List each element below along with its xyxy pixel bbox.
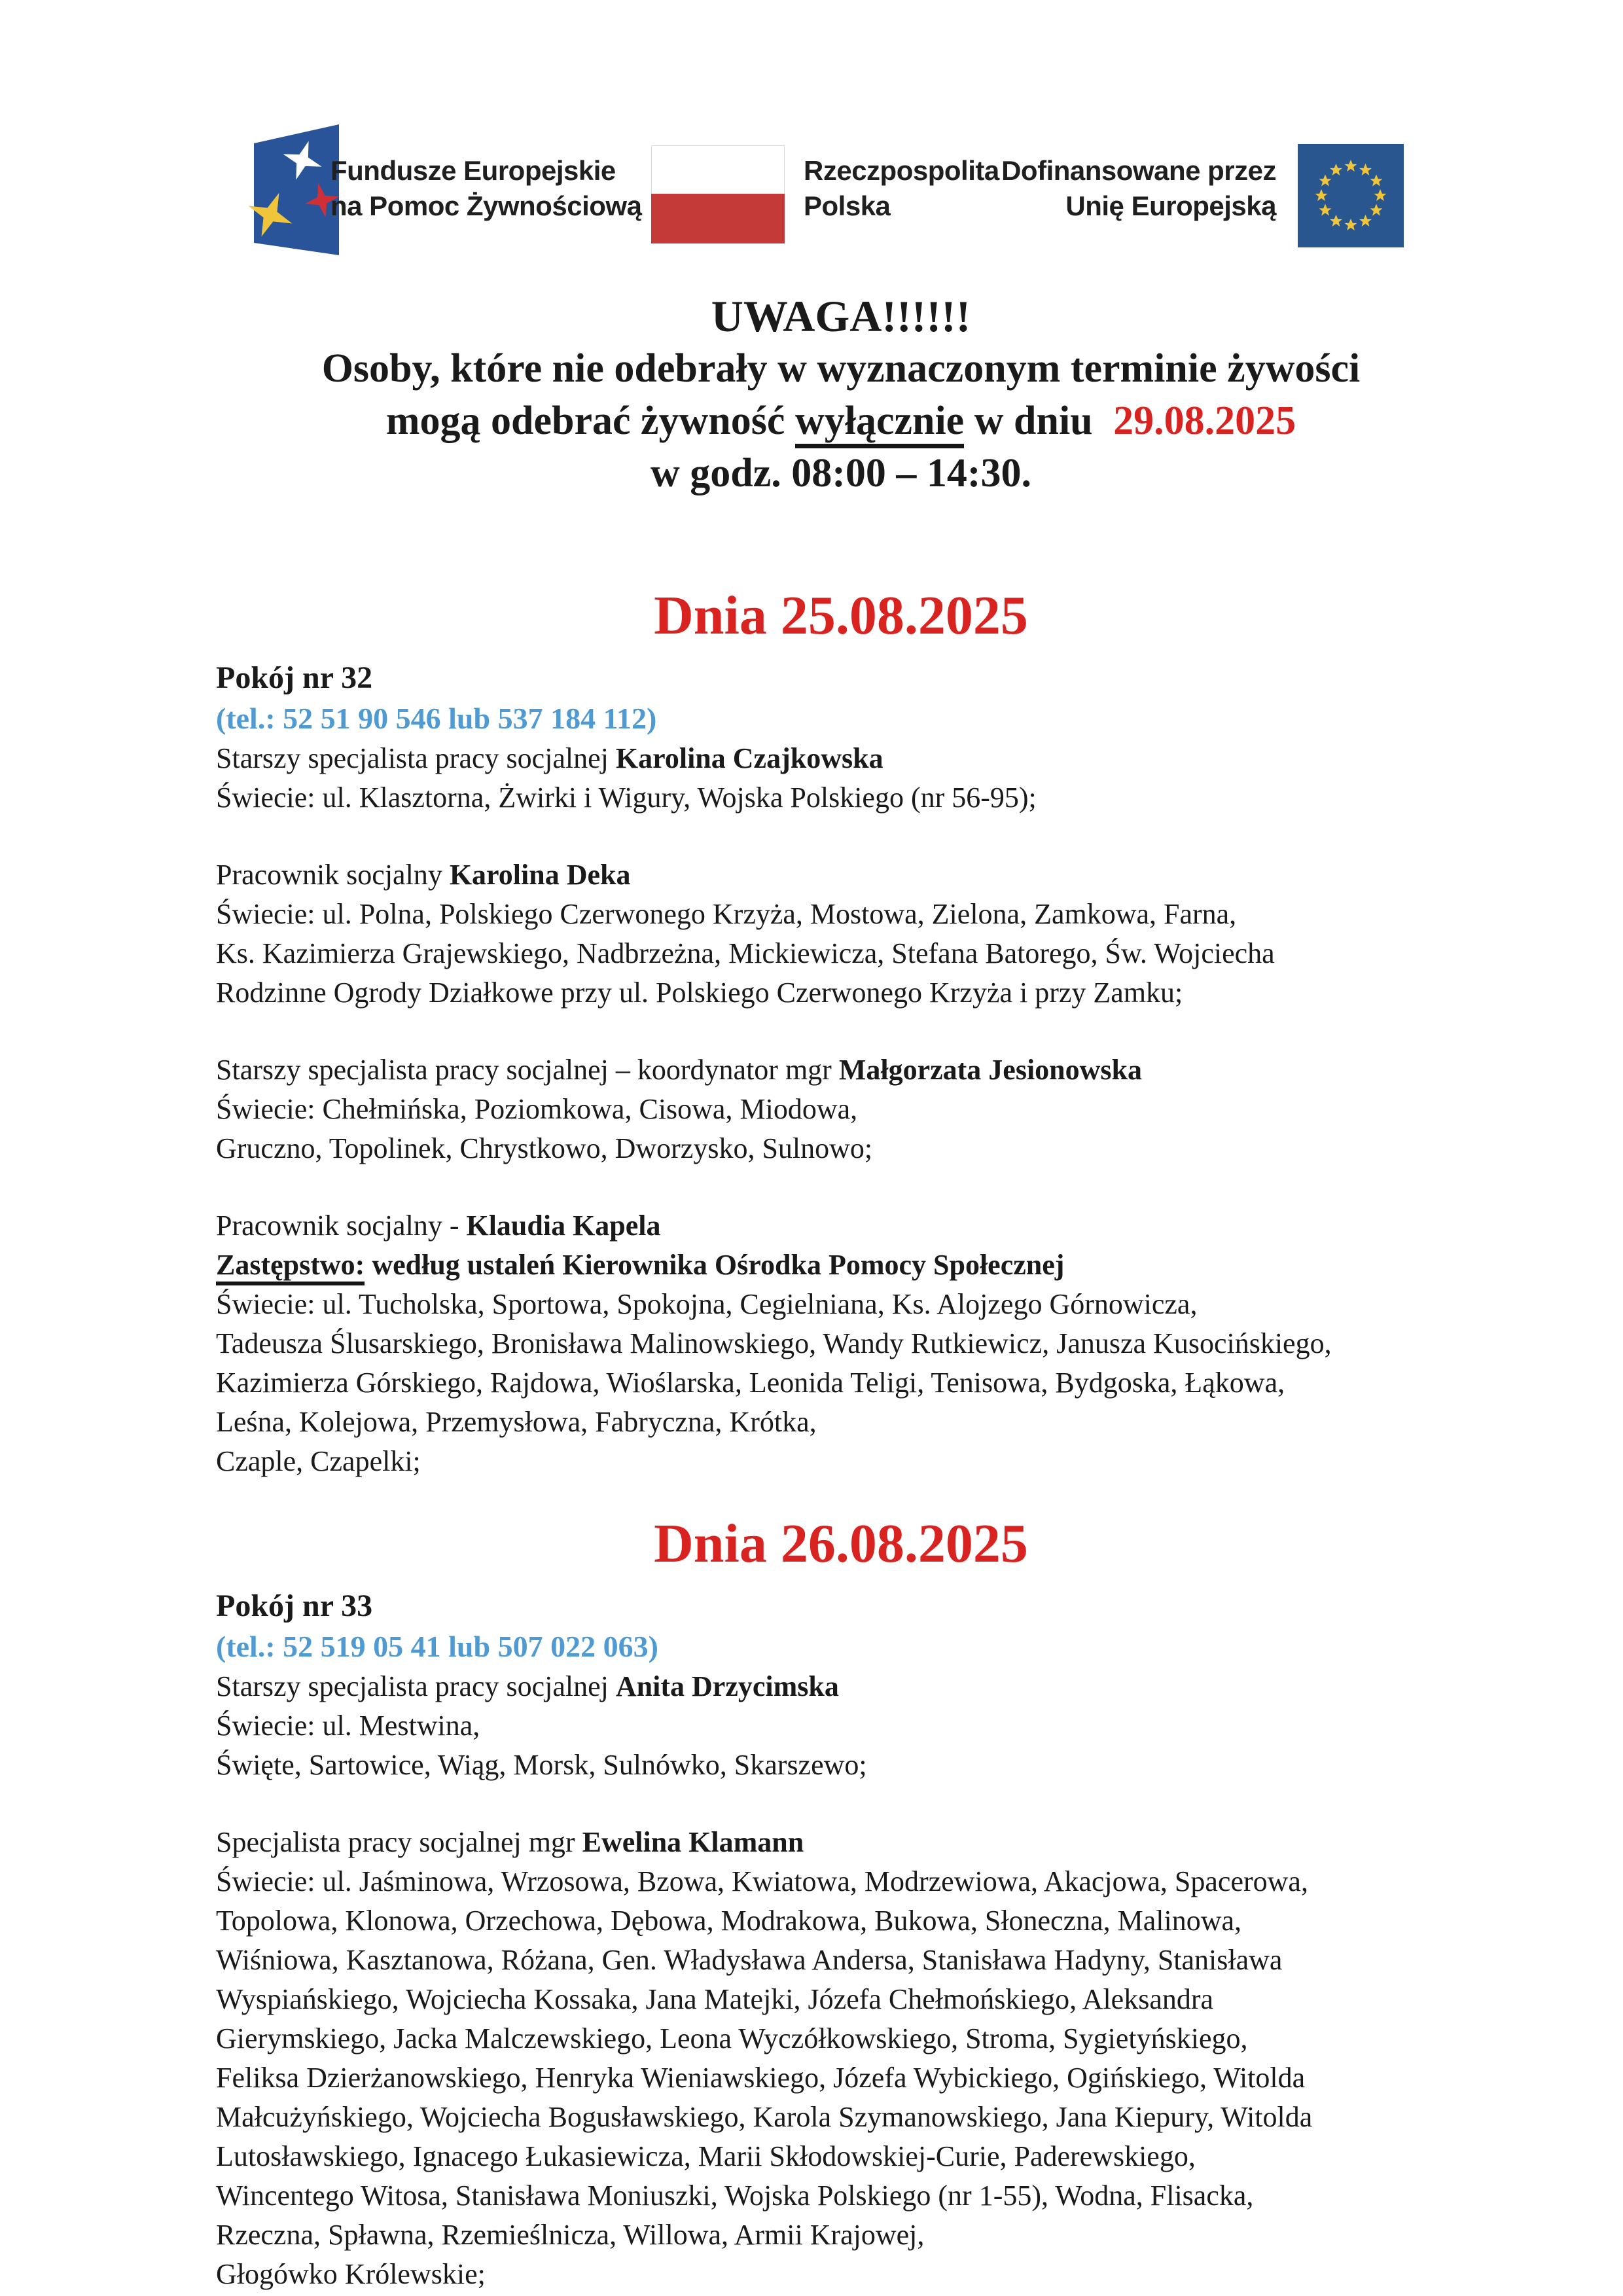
worker-name: Karolina Czajkowska: [615, 742, 883, 774]
notice-line2-mid: w dniu: [964, 399, 1103, 443]
address-line: Święte, Sartowice, Wiąg, Morsk, Sulnówko, Skarszewo;: [216, 1749, 867, 1781]
worker-entry: [216, 1667, 1466, 1785]
poland-flag-red-stripe: [651, 194, 785, 243]
address-line: Świecie: ul. Klasztorna, Żwirki i Wigury, Wojska Polskiego (nr 56-95);: [216, 781, 1037, 814]
section-day-2: [216, 1511, 1466, 2294]
worker-name: Ewelina Klamann: [582, 1826, 804, 1858]
worker-role-line: [216, 1667, 1466, 1706]
worker-entry: [216, 739, 1466, 817]
worker-entry: [216, 1050, 1466, 1168]
eu-flag-icon: [1298, 144, 1404, 247]
pl-logo-line2: Polska: [804, 190, 891, 221]
substitution-note-line: [216, 1246, 1466, 1285]
notice-makeup-date: 29.08.2025: [1113, 399, 1296, 443]
eu-logo-line2: Unię Europejską: [1065, 190, 1276, 221]
poland-flag-white-stripe: [651, 145, 785, 194]
notice-underlined-word: wyłącznie: [795, 399, 964, 448]
notice-line-3: w godz. 08:00 – 14:30.: [650, 451, 1032, 495]
worker-role: Starszy specjalista pracy socjalnej – koordynator mgr: [216, 1054, 839, 1086]
address-line: Kazimierza Górskiego, Rajdowa, Wioślarska, Leonida Teligi, Tenisowa, Bydgoska, Łąkowa,: [216, 1367, 1285, 1399]
address-line: Wyspiańskiego, Wojciecha Kossaka, Jana Matejki, Józefa Chełmońskiego, Aleksandra: [216, 1983, 1214, 2015]
worker-name: Małgorzata Jesionowska: [838, 1054, 1143, 1086]
address-line: Ks. Kazimierza Grajewskiego, Nadbrzeżna, Mickiewicza, Stefana Batorego, Św. Wojciecha: [216, 937, 1275, 969]
address-line: Tadeusza Ślusarskiego, Bronisława Malinowskiego, Wandy Rutkiewicz, Janusza Kusocińskiego,: [216, 1327, 1332, 1359]
address-line: Wincentego Witosa, Stanisława Moniuszki, Wojska Polskiego (nr 1-55), Wodna, Flisacka,: [216, 2179, 1254, 2212]
address-line: Topolowa, Klonowa, Orzechowa, Dębowa, Modrakowa, Bukowa, Słoneczna, Malinowa,: [216, 1905, 1242, 1937]
address-line: Feliksa Dzierżanowskiego, Henryka Wieniawskiego, Józefa Wybickiego, Ogińskiego, Witolda: [216, 2062, 1306, 2094]
worker-role-line: [216, 855, 1466, 895]
phone-numbers-1: (tel.: 52 51 90 546 lub 537 184 112): [216, 702, 657, 735]
address-line: Rodzinne Ogrody Działkowe przy ul. Polskiego Czerwonego Krzyża i przy Zamku;: [216, 977, 1183, 1009]
worker-entry: [216, 1206, 1466, 1481]
address-line: Gierymskiego, Jacka Malczewskiego, Leona Wyczółkowskiego, Stroma, Sygietyńskiego,: [216, 2022, 1248, 2054]
worker-role-line: [216, 739, 1466, 778]
worker-role: Starszy specjalista pracy socjalnej: [216, 742, 616, 774]
funding-logos-header: [0, 0, 1623, 275]
address-line: Świecie: ul. Tucholska, Sportowa, Spokojna, Cegielniana, Ks. Alojzego Górnowicza,: [216, 1288, 1198, 1320]
pl-logo-line1: Rzeczpospolita: [804, 155, 999, 186]
worker-role: Pracownik socjalny -: [216, 1210, 467, 1242]
worker-entry: [216, 1823, 1466, 2294]
notice-banner: [216, 290, 1466, 499]
worker-role: Pracownik socjalny: [216, 859, 450, 891]
fe-logo-line2: na Pomoc Żywnościową: [330, 190, 642, 221]
phone-numbers-2: (tel.: 52 519 05 41 lub 507 022 063): [216, 1630, 658, 1663]
notice-title: UWAGA!!!!!!: [711, 291, 971, 341]
worker-role-line: [216, 1050, 1466, 1090]
eu-funding-logo-text: [949, 153, 1276, 224]
worker-role-line: [216, 1206, 1466, 1246]
fundusze-europejskie-logo-text: [330, 153, 641, 224]
address-line: Lutosławskiego, Ignacego Łukasiewicza, Marii Skłodowskiej-Curie, Paderewskiego,: [216, 2140, 1196, 2172]
worker-role: Specjalista pracy socjalnej mgr: [216, 1826, 582, 1858]
address-line: Leśna, Kolejowa, Przemysłowa, Fabryczna, Krótka,: [216, 1406, 817, 1438]
address-line: Małcużyńskiego, Wojciecha Bogusławskiego, Karola Szymanowskiego, Jana Kiepury, Witolda: [216, 2101, 1313, 2133]
poland-flag-icon: [651, 145, 785, 243]
section-day-1: [216, 583, 1466, 1481]
address-line: Gruczno, Topolinek, Chrystkowo, Dworzysko, Sulnowo;: [216, 1132, 873, 1164]
worker-name: Karolina Deka: [449, 859, 631, 891]
worker-name: Klaudia Kapela: [466, 1210, 661, 1242]
address-line: Świecie: Chełmińska, Poziomkowa, Cisowa, Miodowa,: [216, 1093, 858, 1125]
eu-logo-line1: Dofinansowane przez: [1001, 155, 1276, 186]
notice-line-1: Osoby, które nie odebrały w wyznaczonym terminie żywości: [321, 346, 1361, 391]
worker-name: Anita Drzycimska: [615, 1670, 839, 1702]
address-line: Czaple, Czapelki;: [216, 1445, 421, 1477]
address-line: Świecie: ul. Jaśminowa, Wrzosowa, Bzowa, Kwiatowa, Modrzewiowa, Akacjowa, Spacerowa,: [216, 1865, 1308, 1897]
address-line: Głogówko Królewskie;: [216, 2258, 486, 2290]
date-heading-1: Dnia 25.08.2025: [654, 585, 1028, 646]
room-number-2: Pokój nr 33: [216, 1588, 373, 1623]
address-line: Świecie: ul. Mestwina,: [216, 1710, 480, 1742]
fundusze-europejskie-flag-icon: [233, 124, 341, 255]
address-line: Wiśniowa, Kasztanowa, Różana, Gen. Władysława Andersa, Stanisława Hadyny, Stanisława: [216, 1944, 1283, 1976]
notice-line-2: [216, 395, 1466, 447]
address-line: Świecie: ul. Polna, Polskiego Czerwonego Krzyża, Mostowa, Zielona, Zamkowa, Farna,: [216, 898, 1237, 930]
fe-logo-line1: Fundusze Europejskie: [330, 155, 616, 186]
worker-role-line: [216, 1823, 1466, 1862]
room-number-1: Pokój nr 32: [216, 660, 373, 695]
substitution-label: Zastępstwo:: [216, 1249, 365, 1285]
worker-role: Starszy specjalista pracy socjalnej: [216, 1670, 616, 1702]
address-line: Rzeczna, Spławna, Rzemieślnicza, Willowa, Armii Krajowej,: [216, 2219, 925, 2251]
substitution-text: według ustaleń Kierownika Ośrodka Pomocy Społecznej: [365, 1249, 1065, 1281]
notice-line2-pre: mogą odebrać żywność: [385, 399, 795, 443]
worker-entry: [216, 855, 1466, 1013]
date-heading-2: Dnia 26.08.2025: [654, 1513, 1028, 1574]
